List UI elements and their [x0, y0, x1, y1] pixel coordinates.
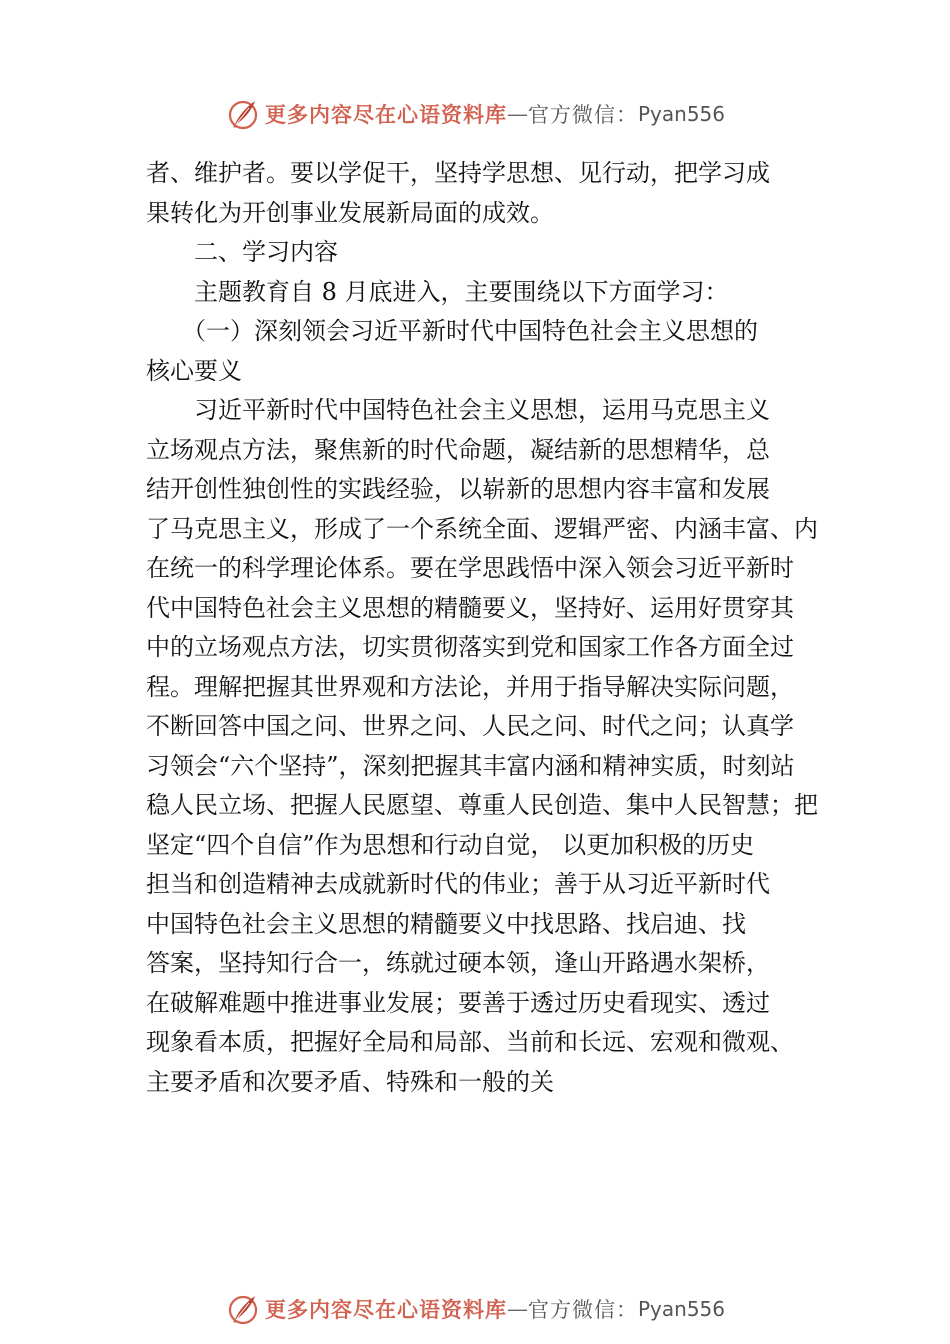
footer-brand-text: 更多内容尽在心语资料库	[264, 1297, 507, 1322]
body-line: 中的立场观点方法，切实贯彻落实到党和国家工作各方面全过	[146, 633, 794, 661]
body-line: 代中国特色社会主义思想的精髓要义，坚持好、运用好贯穿其	[146, 593, 794, 622]
header-wechat-id: Pyan556	[637, 102, 725, 126]
body-line: 主题教育自 8 月底进入，主要围绕以下方面学习：	[146, 277, 729, 306]
body-line: 在破解难题中推进事业发展；要善于透过历史看现实、透过	[146, 988, 770, 1017]
body-line: 程。理解把握其世界观和方法论，并用于指导解决实际问题，	[146, 672, 794, 701]
body-line: 主要矛盾和次要矛盾、特殊和一般的关	[146, 1067, 554, 1096]
body-line: 现象看本质，把握好全局和局部、当前和长远、宏观和微观、	[146, 1028, 794, 1056]
body-line: 习近平新时代中国特色社会主义思想，运用马克思主义	[146, 396, 770, 424]
body-line: 坚定“四个自信”作为思想和行动自觉， 以更加积极的历史	[146, 830, 755, 859]
subsection-heading-cont: 核心要义	[146, 356, 242, 385]
footer-wechat-id: Pyan556	[637, 1297, 725, 1321]
quill-pen-logo-icon	[225, 96, 261, 132]
section-heading: 二、学习内容	[146, 238, 338, 266]
subsection-heading: （一）深刻领会习近平新时代中国特色社会主义思想的	[146, 317, 758, 345]
body-line: 不断回答中国之问、世界之问、人民之问、时代之问；认真学	[146, 712, 794, 740]
body-line: 立场观点方法，聚焦新的时代命题，凝结新的思想精华，总	[146, 435, 770, 464]
header-banner	[0, 94, 950, 134]
footer-banner	[0, 1289, 950, 1329]
header-official-label: 官方微信：	[527, 103, 638, 127]
header-brand-text: 更多内容尽在心语资料库	[264, 102, 507, 127]
body-line: 者、维护者。要以学促干，坚持学思想、见行动，把学习成	[146, 159, 770, 187]
quill-pen-logo-icon	[225, 1291, 261, 1327]
body-line: 结开创性独创性的实践经验，以崭新的思想内容丰富和发展	[146, 475, 770, 503]
body-line: 答案，坚持知行合一，练就过硬本领，逢山开路遇水架桥，	[146, 949, 770, 977]
body-line: 稳人民立场、把握人民愿望、尊重人民创造、集中人民智慧；把	[146, 791, 818, 819]
body-line: 担当和创造精神去成就新时代的伟业；善于从习近平新时代	[146, 870, 770, 898]
body-line: 习领会“六个坚持”，深刻把握其丰富内涵和精神实质，时刻站	[146, 751, 795, 780]
footer-separator: —	[506, 1297, 528, 1321]
body-line: 在统一的科学理论体系。要在学思践悟中深入领会习近平新时	[146, 554, 794, 582]
body-line: 了马克思主义，形成了一个系统全面、逻辑严密、内涵丰富、内	[146, 514, 818, 543]
footer-official-label: 官方微信：	[527, 1298, 638, 1322]
header-separator: —	[506, 102, 528, 126]
body-line: 果转化为开创事业发展新局面的成效。	[146, 198, 554, 227]
body-line: 中国特色社会主义思想的精髓要义中找思路、找启迪、找	[146, 909, 746, 938]
document-body	[146, 154, 818, 1102]
